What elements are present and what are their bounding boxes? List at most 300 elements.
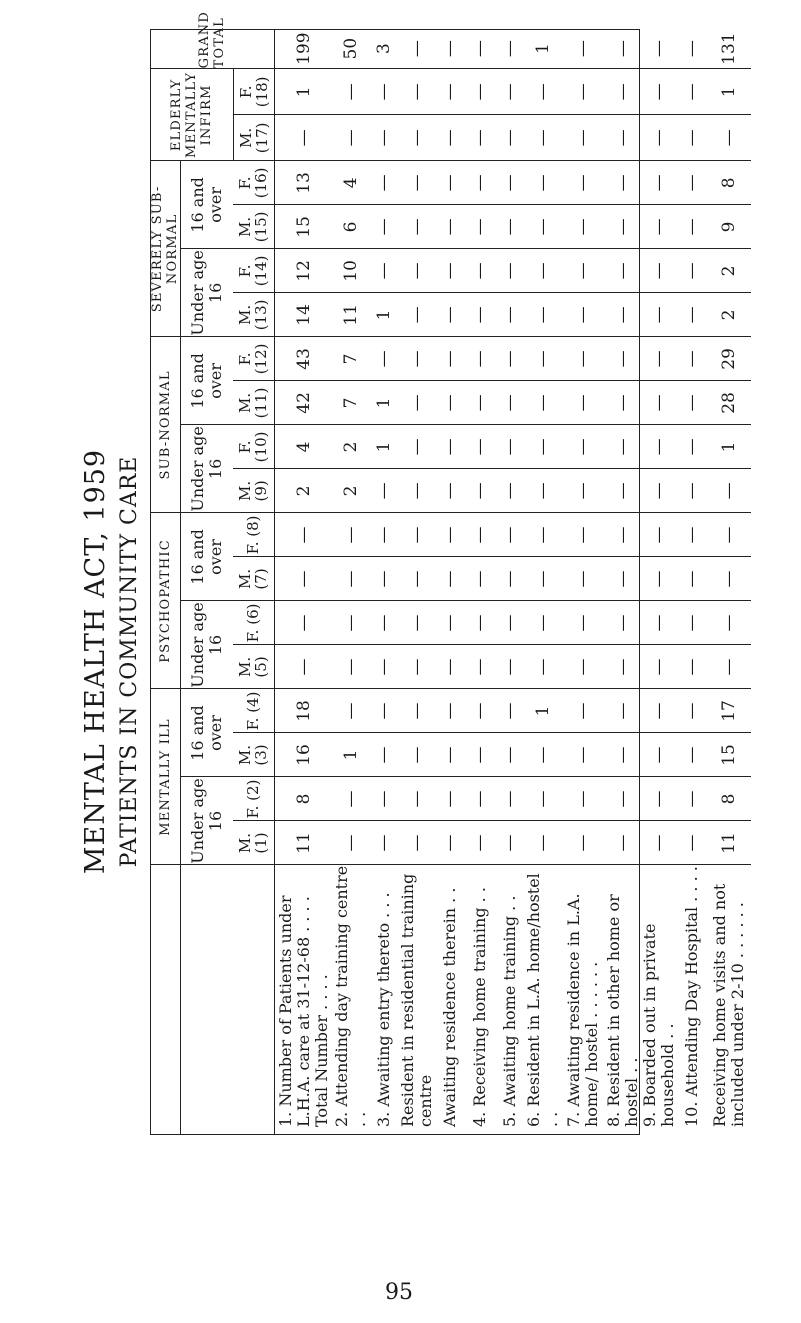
column-header: F. (4) (233, 689, 274, 733)
row-label: 3. Awaiting entry thereto . . . (373, 892, 393, 1127)
cell-value: 1 (274, 69, 333, 115)
cell-value: — (435, 293, 465, 337)
table-row (677, 29, 707, 1135)
cell-value: 1 (369, 381, 399, 425)
cell-value: — (369, 733, 399, 777)
cell-value: — (465, 161, 495, 205)
cell-value: — (525, 645, 561, 689)
cell-value: 14 (274, 293, 333, 337)
column-header: M. (11) (233, 381, 274, 425)
cell-value: — (465, 29, 495, 69)
cell-value: — (641, 513, 677, 557)
row-label: 9. Boarded out in private household . . (639, 923, 677, 1127)
cell-value: — (435, 821, 465, 865)
cell-value: — (465, 425, 495, 469)
cell-value: — (525, 821, 561, 865)
blank-corner-2 (181, 865, 234, 1135)
column-header: M. (9) (233, 469, 274, 513)
cell-value: — (333, 115, 369, 161)
subgroup-header: Under age 16 (181, 777, 234, 865)
cell-value: — (561, 513, 605, 557)
cell-value: — (561, 29, 605, 69)
cell-value: — (641, 205, 677, 249)
cell-value: — (525, 425, 561, 469)
cell-value: — (525, 733, 561, 777)
cell-value: — (399, 337, 435, 381)
cell-value: — (641, 29, 677, 69)
cell-value: — (707, 513, 751, 557)
cell-value: — (369, 69, 399, 115)
cell-value: — (677, 337, 707, 381)
cell-value: — (525, 469, 561, 513)
column-header: F. (16) (233, 161, 274, 205)
cell-value: — (641, 425, 677, 469)
cell-value: 8 (707, 161, 751, 205)
cell-value: — (495, 821, 525, 865)
cell-value: — (561, 733, 605, 777)
cell-value: — (399, 249, 435, 293)
cell-value: 18 (274, 689, 333, 733)
cell-value: — (333, 777, 369, 821)
cell-value: — (435, 425, 465, 469)
row-label: 10. Attending Day Hospital . . . . (681, 866, 701, 1127)
cell-value: — (707, 469, 751, 513)
cell-value: — (561, 425, 605, 469)
group-header-row (150, 29, 181, 1135)
cell-value: 9 (707, 205, 751, 249)
cell-value: 1 (707, 69, 751, 115)
cell-value: — (605, 777, 641, 821)
cell-value: — (707, 557, 751, 601)
cell-value: — (495, 293, 525, 337)
cell-value: — (641, 293, 677, 337)
cell-value: — (465, 777, 495, 821)
cell-value: — (435, 601, 465, 645)
cell-value: — (561, 293, 605, 337)
subgroup-header: 16 and over (181, 161, 234, 249)
row-label: Receiving home visits and not included under 2-10 . . . . . . (709, 883, 747, 1127)
cell-value: — (495, 249, 525, 293)
cell-value: — (399, 557, 435, 601)
subgroup-header-row (181, 29, 234, 1135)
cell-value: 131 (707, 29, 751, 69)
row-label: 5. Awaiting home training . . (499, 895, 519, 1127)
cell-value: — (525, 513, 561, 557)
cell-value: 2 (274, 469, 333, 513)
row-label: 1. Number of Patients under L.H.A. care at 31-12-68 . . . . Total Number . . . . (275, 895, 331, 1127)
cell-value: — (495, 69, 525, 115)
cell-value: — (435, 205, 465, 249)
cell-value: — (525, 115, 561, 161)
cell-value: — (641, 161, 677, 205)
cell-value: 43 (274, 337, 333, 381)
cell-value: — (641, 69, 677, 115)
subgroup-header: Under age 16 (181, 601, 234, 689)
column-header: F. (12) (233, 337, 274, 381)
cell-value: — (465, 821, 495, 865)
cell-value: — (677, 205, 707, 249)
cell-value: 28 (707, 381, 751, 425)
cell-value: — (333, 513, 369, 557)
cell-value: — (561, 205, 605, 249)
cell-value: — (561, 601, 605, 645)
cell-value: — (435, 777, 465, 821)
cell-value: — (399, 513, 435, 557)
page-title: MENTAL HEALTH ACT, 1959 (80, 448, 111, 875)
cell-value: — (525, 777, 561, 821)
cell-value: 42 (274, 381, 333, 425)
cell-value: — (525, 205, 561, 249)
column-header: M. (3) (233, 733, 274, 777)
cell-value: — (399, 601, 435, 645)
cell-value: 1 (707, 425, 751, 469)
cell-value: — (561, 337, 605, 381)
cell-value: — (465, 557, 495, 601)
table-row (707, 29, 751, 1135)
blank-corner (150, 865, 181, 1135)
cell-value: — (465, 293, 495, 337)
cell-value: — (605, 205, 641, 249)
row-label: 8. Resident in other home or hostel . . (603, 894, 641, 1127)
cell-value: — (605, 821, 641, 865)
cell-value: — (525, 337, 561, 381)
cell-value: 11 (333, 293, 369, 337)
column-header: F. (8) (233, 513, 274, 557)
cell-value: — (605, 601, 641, 645)
cell-value: — (677, 29, 707, 69)
cell-value: — (525, 249, 561, 293)
cell-value: — (435, 557, 465, 601)
cell-value: — (605, 689, 641, 733)
cell-value: — (495, 337, 525, 381)
cell-value: 8 (274, 777, 333, 821)
cell-value: — (561, 381, 605, 425)
column-header: F. (14) (233, 249, 274, 293)
column-header: F. (18) (233, 69, 274, 115)
cell-value: — (435, 733, 465, 777)
group-header: GRAND TOTAL (150, 29, 274, 69)
cell-value: — (465, 469, 495, 513)
table-row (561, 29, 605, 1135)
cell-value: — (465, 733, 495, 777)
cell-value: — (605, 645, 641, 689)
cell-value: — (605, 513, 641, 557)
cell-value: 4 (274, 425, 333, 469)
cell-value: — (677, 601, 707, 645)
cell-value: — (561, 645, 605, 689)
cell-value: — (369, 249, 399, 293)
cell-value: — (495, 689, 525, 733)
cell-value: — (677, 689, 707, 733)
cell-value: — (465, 689, 495, 733)
group-header: SEVERELY SUB-NORMAL (150, 161, 181, 337)
subgroup-header: Under age 16 (181, 425, 234, 513)
cell-value: — (677, 821, 707, 865)
row-label: 7. Awaiting residence in L.A. home/ hostel . . . . . . (563, 893, 601, 1127)
column-header: M. (1) (233, 821, 274, 865)
cell-value: — (677, 425, 707, 469)
cell-value: — (707, 115, 751, 161)
cell-value: — (399, 733, 435, 777)
cell-value: 1 (525, 29, 561, 69)
cell-value: — (495, 115, 525, 161)
cell-value: — (369, 337, 399, 381)
cell-value: — (641, 381, 677, 425)
cell-value: — (561, 557, 605, 601)
column-header: M. (13) (233, 293, 274, 337)
cell-value: — (369, 161, 399, 205)
cell-value: — (399, 821, 435, 865)
cell-value: — (435, 249, 465, 293)
cell-value: 199 (274, 29, 333, 69)
cell-value: 3 (369, 29, 399, 69)
group-header: SUB-NORMAL (150, 337, 181, 513)
cell-value: — (495, 161, 525, 205)
cell-value: — (677, 513, 707, 557)
cell-value: — (495, 513, 525, 557)
cell-value: — (495, 777, 525, 821)
cell-value: — (677, 161, 707, 205)
cell-value: 4 (333, 161, 369, 205)
cell-value: 1 (369, 293, 399, 337)
column-header: F. (10) (233, 425, 274, 469)
cell-value: — (333, 69, 369, 115)
group-header: PSYCHOPATHIC (150, 513, 181, 689)
cell-value: — (333, 689, 369, 733)
cell-value: — (333, 601, 369, 645)
cell-value: 2 (707, 293, 751, 337)
column-header: F. (6) (233, 601, 274, 645)
cell-value: — (525, 161, 561, 205)
cell-value: 10 (333, 249, 369, 293)
cell-value: — (274, 115, 333, 161)
cell-value: — (399, 69, 435, 115)
cell-value: 15 (274, 205, 333, 249)
cell-value: 7 (333, 337, 369, 381)
page-number: 95 (385, 1280, 413, 1305)
row-label: Resident in residential training centre (397, 873, 435, 1127)
cell-value: — (707, 645, 751, 689)
cell-value: — (465, 601, 495, 645)
table-row (465, 29, 495, 1135)
cell-value: — (495, 557, 525, 601)
cell-value: — (605, 293, 641, 337)
cell-value: — (435, 513, 465, 557)
cell-value: — (641, 115, 677, 161)
cell-value: — (677, 777, 707, 821)
cell-value: 16 (274, 733, 333, 777)
cell-value: — (605, 161, 641, 205)
cell-value: — (333, 645, 369, 689)
cell-value: — (435, 161, 465, 205)
cell-value: — (274, 557, 333, 601)
cell-value: — (465, 337, 495, 381)
row-label: 4. Receiving home training . . (469, 887, 489, 1127)
cell-value: 13 (274, 161, 333, 205)
table-row (333, 29, 369, 1135)
cell-value: — (605, 69, 641, 115)
cell-value: — (641, 469, 677, 513)
cell-value: — (641, 733, 677, 777)
column-header: M. (17) (233, 115, 274, 161)
cell-value: — (561, 689, 605, 733)
cell-value: — (399, 645, 435, 689)
cell-value: — (641, 337, 677, 381)
cell-value: — (605, 469, 641, 513)
cell-value: — (561, 249, 605, 293)
cell-value: — (605, 425, 641, 469)
cell-value: — (495, 601, 525, 645)
cell-value: — (677, 469, 707, 513)
table-row (369, 29, 399, 1135)
column-header: M. (7) (233, 557, 274, 601)
cell-value: 11 (274, 821, 333, 865)
cell-value: — (561, 161, 605, 205)
cell-value: — (677, 249, 707, 293)
cell-value: — (495, 425, 525, 469)
cell-value: — (369, 821, 399, 865)
cell-value: — (677, 733, 707, 777)
cell-value: — (369, 689, 399, 733)
cell-value: 2 (333, 425, 369, 469)
cell-value: — (677, 293, 707, 337)
cell-value: — (605, 29, 641, 69)
cell-value: — (333, 821, 369, 865)
cell-value: — (677, 69, 707, 115)
cell-value: — (399, 293, 435, 337)
cell-value: 6 (333, 205, 369, 249)
cell-value: — (525, 69, 561, 115)
column-header: M. (5) (233, 645, 274, 689)
blank-corner-3 (233, 865, 274, 1135)
cell-value: — (641, 601, 677, 645)
cell-value: 12 (274, 249, 333, 293)
cell-value: 8 (707, 777, 751, 821)
table-row (495, 29, 525, 1135)
cell-value: — (641, 249, 677, 293)
group-header: MENTALLY ILL (150, 689, 181, 865)
cell-value: — (435, 689, 465, 733)
table-row (274, 29, 333, 1135)
cell-value: — (465, 249, 495, 293)
subgroup-header: 16 and over (181, 689, 234, 777)
cell-value: — (495, 205, 525, 249)
cell-value: — (274, 513, 333, 557)
cell-value: — (641, 777, 677, 821)
cell-value: — (641, 689, 677, 733)
cell-value: — (369, 513, 399, 557)
cell-value: — (435, 645, 465, 689)
cell-value: — (399, 205, 435, 249)
cell-value: — (369, 205, 399, 249)
cell-value: — (677, 381, 707, 425)
column-header-row (233, 29, 274, 1135)
table-row (605, 29, 641, 1135)
cell-value: 1 (525, 689, 561, 733)
cell-value: — (561, 777, 605, 821)
table-row (435, 29, 465, 1135)
cell-value: — (369, 645, 399, 689)
cell-value: — (465, 69, 495, 115)
cell-value: — (435, 469, 465, 513)
cell-value: — (369, 601, 399, 645)
cell-value: — (435, 69, 465, 115)
cell-value: 1 (333, 733, 369, 777)
cell-value: — (495, 381, 525, 425)
cell-value: — (369, 557, 399, 601)
cell-value: — (435, 29, 465, 69)
cell-value: — (605, 557, 641, 601)
cell-value: — (525, 557, 561, 601)
cell-value: — (561, 821, 605, 865)
table-row (525, 29, 561, 1135)
row-label: Awaiting residence therein . . (439, 887, 459, 1127)
cell-value: — (399, 161, 435, 205)
cell-value: — (677, 645, 707, 689)
cell-value: 7 (333, 381, 369, 425)
cell-value: — (495, 469, 525, 513)
cell-value: — (605, 249, 641, 293)
table-body (274, 29, 751, 1135)
cell-value: — (641, 645, 677, 689)
table-row (399, 29, 435, 1135)
cell-value: — (561, 469, 605, 513)
cell-value: — (465, 645, 495, 689)
cell-value: — (399, 381, 435, 425)
cell-value: — (435, 381, 465, 425)
cell-value: — (641, 821, 677, 865)
cell-value: — (465, 115, 495, 161)
cell-value: — (369, 469, 399, 513)
cell-value: — (605, 115, 641, 161)
cell-value: 15 (707, 733, 751, 777)
cell-value: — (399, 689, 435, 733)
group-header: ELDERLY MENTALLY INFIRM (150, 69, 233, 161)
cell-value: — (561, 115, 605, 161)
table-row (641, 29, 677, 1135)
cell-value: — (399, 777, 435, 821)
subgroup-header: 16 and over (181, 513, 234, 601)
cell-value: — (525, 601, 561, 645)
cell-value: 29 (707, 337, 751, 381)
cell-value: — (465, 513, 495, 557)
cell-value: — (605, 381, 641, 425)
cell-value: — (641, 557, 677, 601)
cell-value: — (495, 645, 525, 689)
row-label: 6. Resident in L.A. home/hostel . . (523, 873, 561, 1127)
cell-value: — (561, 69, 605, 115)
column-header: F. (2) (233, 777, 274, 821)
cell-value: — (525, 293, 561, 337)
column-header: M. (15) (233, 205, 274, 249)
cell-value: — (677, 115, 707, 161)
cell-value: — (525, 381, 561, 425)
subgroup-header: Under age 16 (181, 249, 234, 337)
subgroup-header: 16 and over (181, 337, 234, 425)
cell-value: — (495, 733, 525, 777)
cell-value: — (399, 115, 435, 161)
cell-value: — (399, 469, 435, 513)
cell-value: 2 (333, 469, 369, 513)
community-care-table (150, 11, 751, 1135)
cell-value: — (274, 645, 333, 689)
cell-value: — (333, 557, 369, 601)
cell-value: — (677, 557, 707, 601)
cell-value: — (435, 337, 465, 381)
cell-value: 17 (707, 689, 751, 733)
cell-value: — (495, 29, 525, 69)
cell-value: 50 (333, 29, 369, 69)
